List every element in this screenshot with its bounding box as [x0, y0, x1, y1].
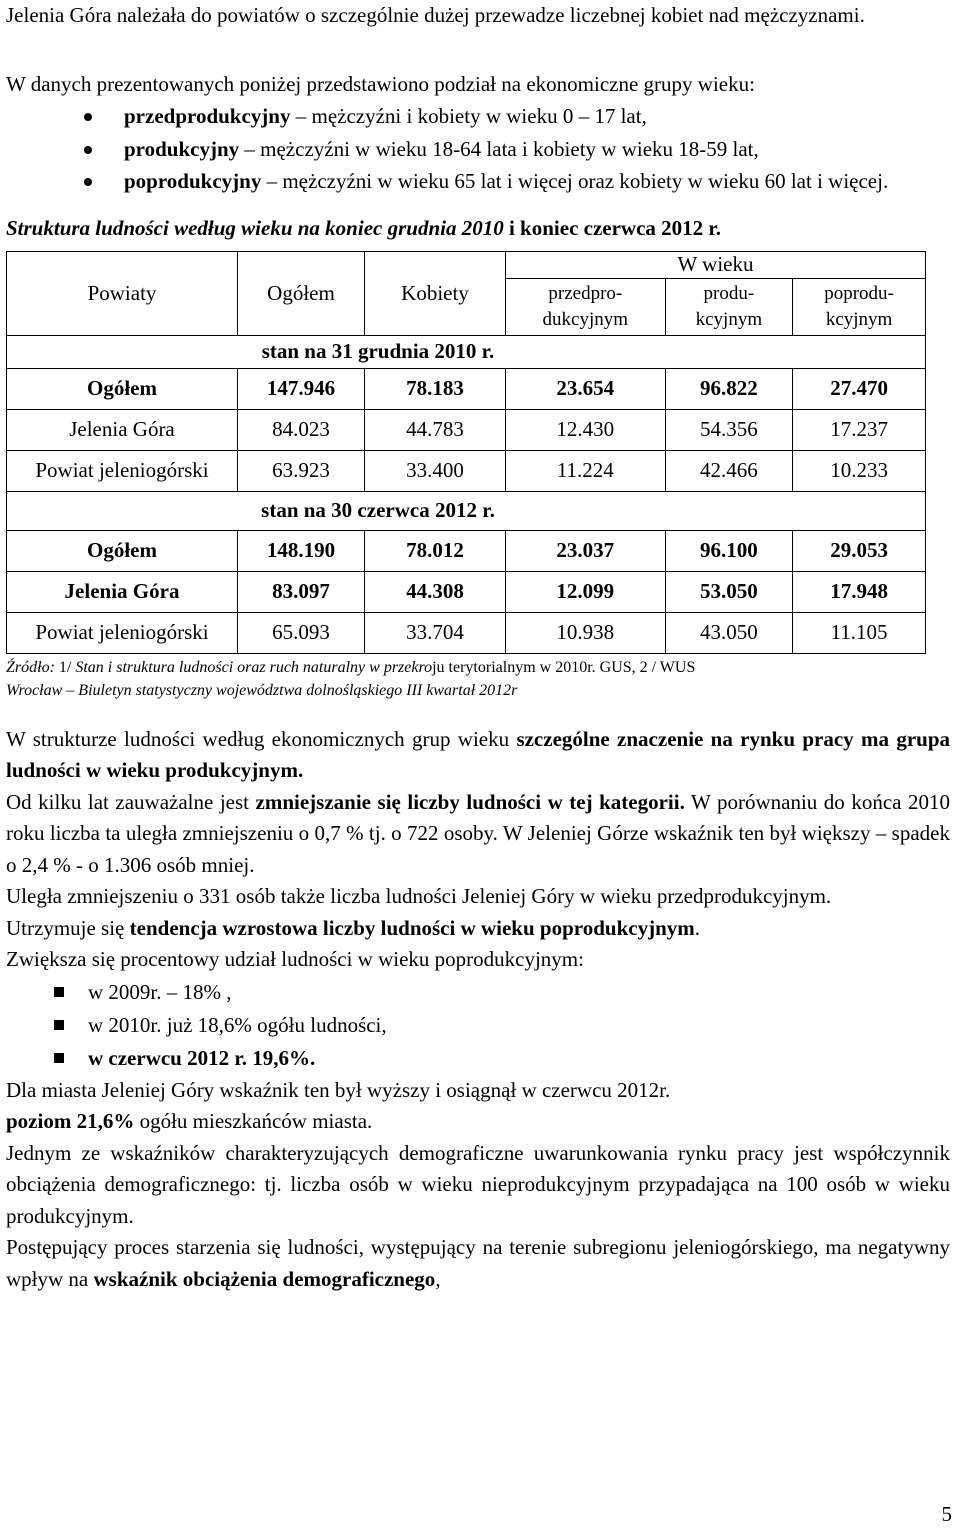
- paragraph: Uległa zmniejszeniu o 331 osób także liczba ludności Jeleniej Góry w wieku przedprodukcyjnym.: [6, 884, 832, 908]
- list-item: przedprodukcyjny – mężczyźni i kobiety w wieku 0 – 17 lat,: [6, 100, 950, 133]
- list-item: w 2010r. już 18,6% ogółu ludności,: [6, 1009, 950, 1042]
- age-groups-list: [6, 100, 950, 198]
- list-item: w 2009r. – 18% ,: [6, 976, 950, 1009]
- square-bullet-icon: [54, 1053, 64, 1063]
- intro-groups-paragraph: W danych prezentowanych poniżej przedstawiono podział na ekonomiczne grupy wieku:: [6, 72, 755, 96]
- bullet-icon: [84, 113, 92, 121]
- table-row: Powiat jeleniogórski 63.923 33.400 11.224 42.466 10.233: [7, 450, 926, 491]
- paragraph: Zwiększa się procentowy udział ludności w wieku poprodukcyjnym:: [6, 947, 584, 971]
- table-row: Jelenia Góra 84.023 44.783 12.430 54.356 17.237: [7, 409, 926, 450]
- paragraph: Od kilku lat zauważalne jest zmniejszanie się liczby ludności w tej kategorii. W porównaniu do końca 2010 roku liczba ta uległa zmniejszeniu o 0,7 % tj. o 722 osoby. W Jeleniej Górze wskaźnik ten był większy – spadek o 2,4 % - o 1.306 osób mniej.: [6, 789, 950, 877]
- paragraph: Jednym ze wskaźników charakteryzujących demograficzne uwarunkowania rynku pracy jest współczynnik obciążenia demograficznego: tj. liczba osób w wieku nieprodukcyjnym przypadająca na 100 osób w wieku produkcyjnym.: [6, 1140, 950, 1228]
- period-2010: stan na 31 grudnia 2010 r.: [7, 335, 926, 368]
- list-item: produkcyjny – mężczyźni w wieku 18-64 lata i kobiety w wieku 18-59 lat,: [6, 133, 950, 166]
- table-row: Ogółem 148.190 78.012 23.037 96.100 29.053: [7, 530, 926, 571]
- header-powiaty: Powiaty: [7, 251, 238, 335]
- period-2012: stan na 30 czerwca 2012 r.: [7, 491, 926, 530]
- list-item: w czerwcu 2012 r. 19,6%.: [6, 1042, 950, 1075]
- table-row: Ogółem 147.946 78.183 23.654 96.822 27.470: [7, 368, 926, 409]
- table-caption: Struktura ludności według wieku na koniec grudnia 2010 i koniec czerwca 2012 r.: [6, 215, 722, 240]
- population-table: [6, 251, 926, 654]
- table-source: Źródło: 1/ Stan i struktura ludności oraz ruch naturalny w przekroju terytorialnym w 2010r. GUS, 2 / WUS Wrocław – Biuletyn statystyczny województwa dolnośląskiego III kwartał 2012r: [6, 658, 696, 699]
- table-row: Jelenia Góra 83.097 44.308 12.099 53.050 17.948: [7, 571, 926, 612]
- table-row: Powiat jeleniogórski 65.093 33.704 10.938 43.050 11.105: [7, 612, 926, 653]
- list-item: poprodukcyjny – mężczyźni w wieku 65 lat i więcej oraz kobiety w wieku 60 lat i więcej.: [6, 165, 950, 198]
- document-page: [6, 0, 950, 1295]
- header-ogolem: Ogółem: [238, 251, 365, 335]
- bullet-icon: [84, 146, 92, 154]
- header-w-wieku: W wieku: [506, 251, 926, 278]
- paragraph: poziom 21,6% ogółu mieszkańców miasta.: [6, 1109, 373, 1133]
- square-bullet-icon: [54, 987, 64, 997]
- intro-paragraph: Jelenia Góra należała do powiatów o szczególnie dużej przewadze liczebnej kobiet nad mężczyznami.: [6, 3, 865, 27]
- paragraph: Dla miasta Jeleniej Góry wskaźnik ten był wyższy i osiągnął w czerwcu 2012r.: [6, 1077, 671, 1102]
- page-number: 5: [941, 1502, 952, 1526]
- paragraph: W strukturze ludności według ekonomicznych grup wieku szczególne znaczenie na rynku pracy ma grupa ludności w wieku produkcyjnym.: [6, 726, 950, 782]
- header-przedprodukcyjnym: przedpro- dukcyjnym: [506, 278, 666, 335]
- header-produkcyjnym: produ- kcyjnym: [665, 278, 793, 335]
- bullet-icon: [84, 178, 92, 186]
- paragraph: Utrzymuje się tendencja wzrostowa liczby ludności w wieku poprodukcyjnym.: [6, 915, 700, 940]
- share-list: [6, 976, 950, 1075]
- header-kobiety: Kobiety: [365, 251, 506, 335]
- square-bullet-icon: [54, 1020, 64, 1030]
- paragraph: Postępujący proces starzenia się ludności, występujący na terenie subregionu jeleniogórskiego, ma negatywny wpływ na wskaźnik obciążenia demograficznego,: [6, 1235, 950, 1291]
- header-poprodukcyjnym: poprodu- kcyjnym: [793, 278, 926, 335]
